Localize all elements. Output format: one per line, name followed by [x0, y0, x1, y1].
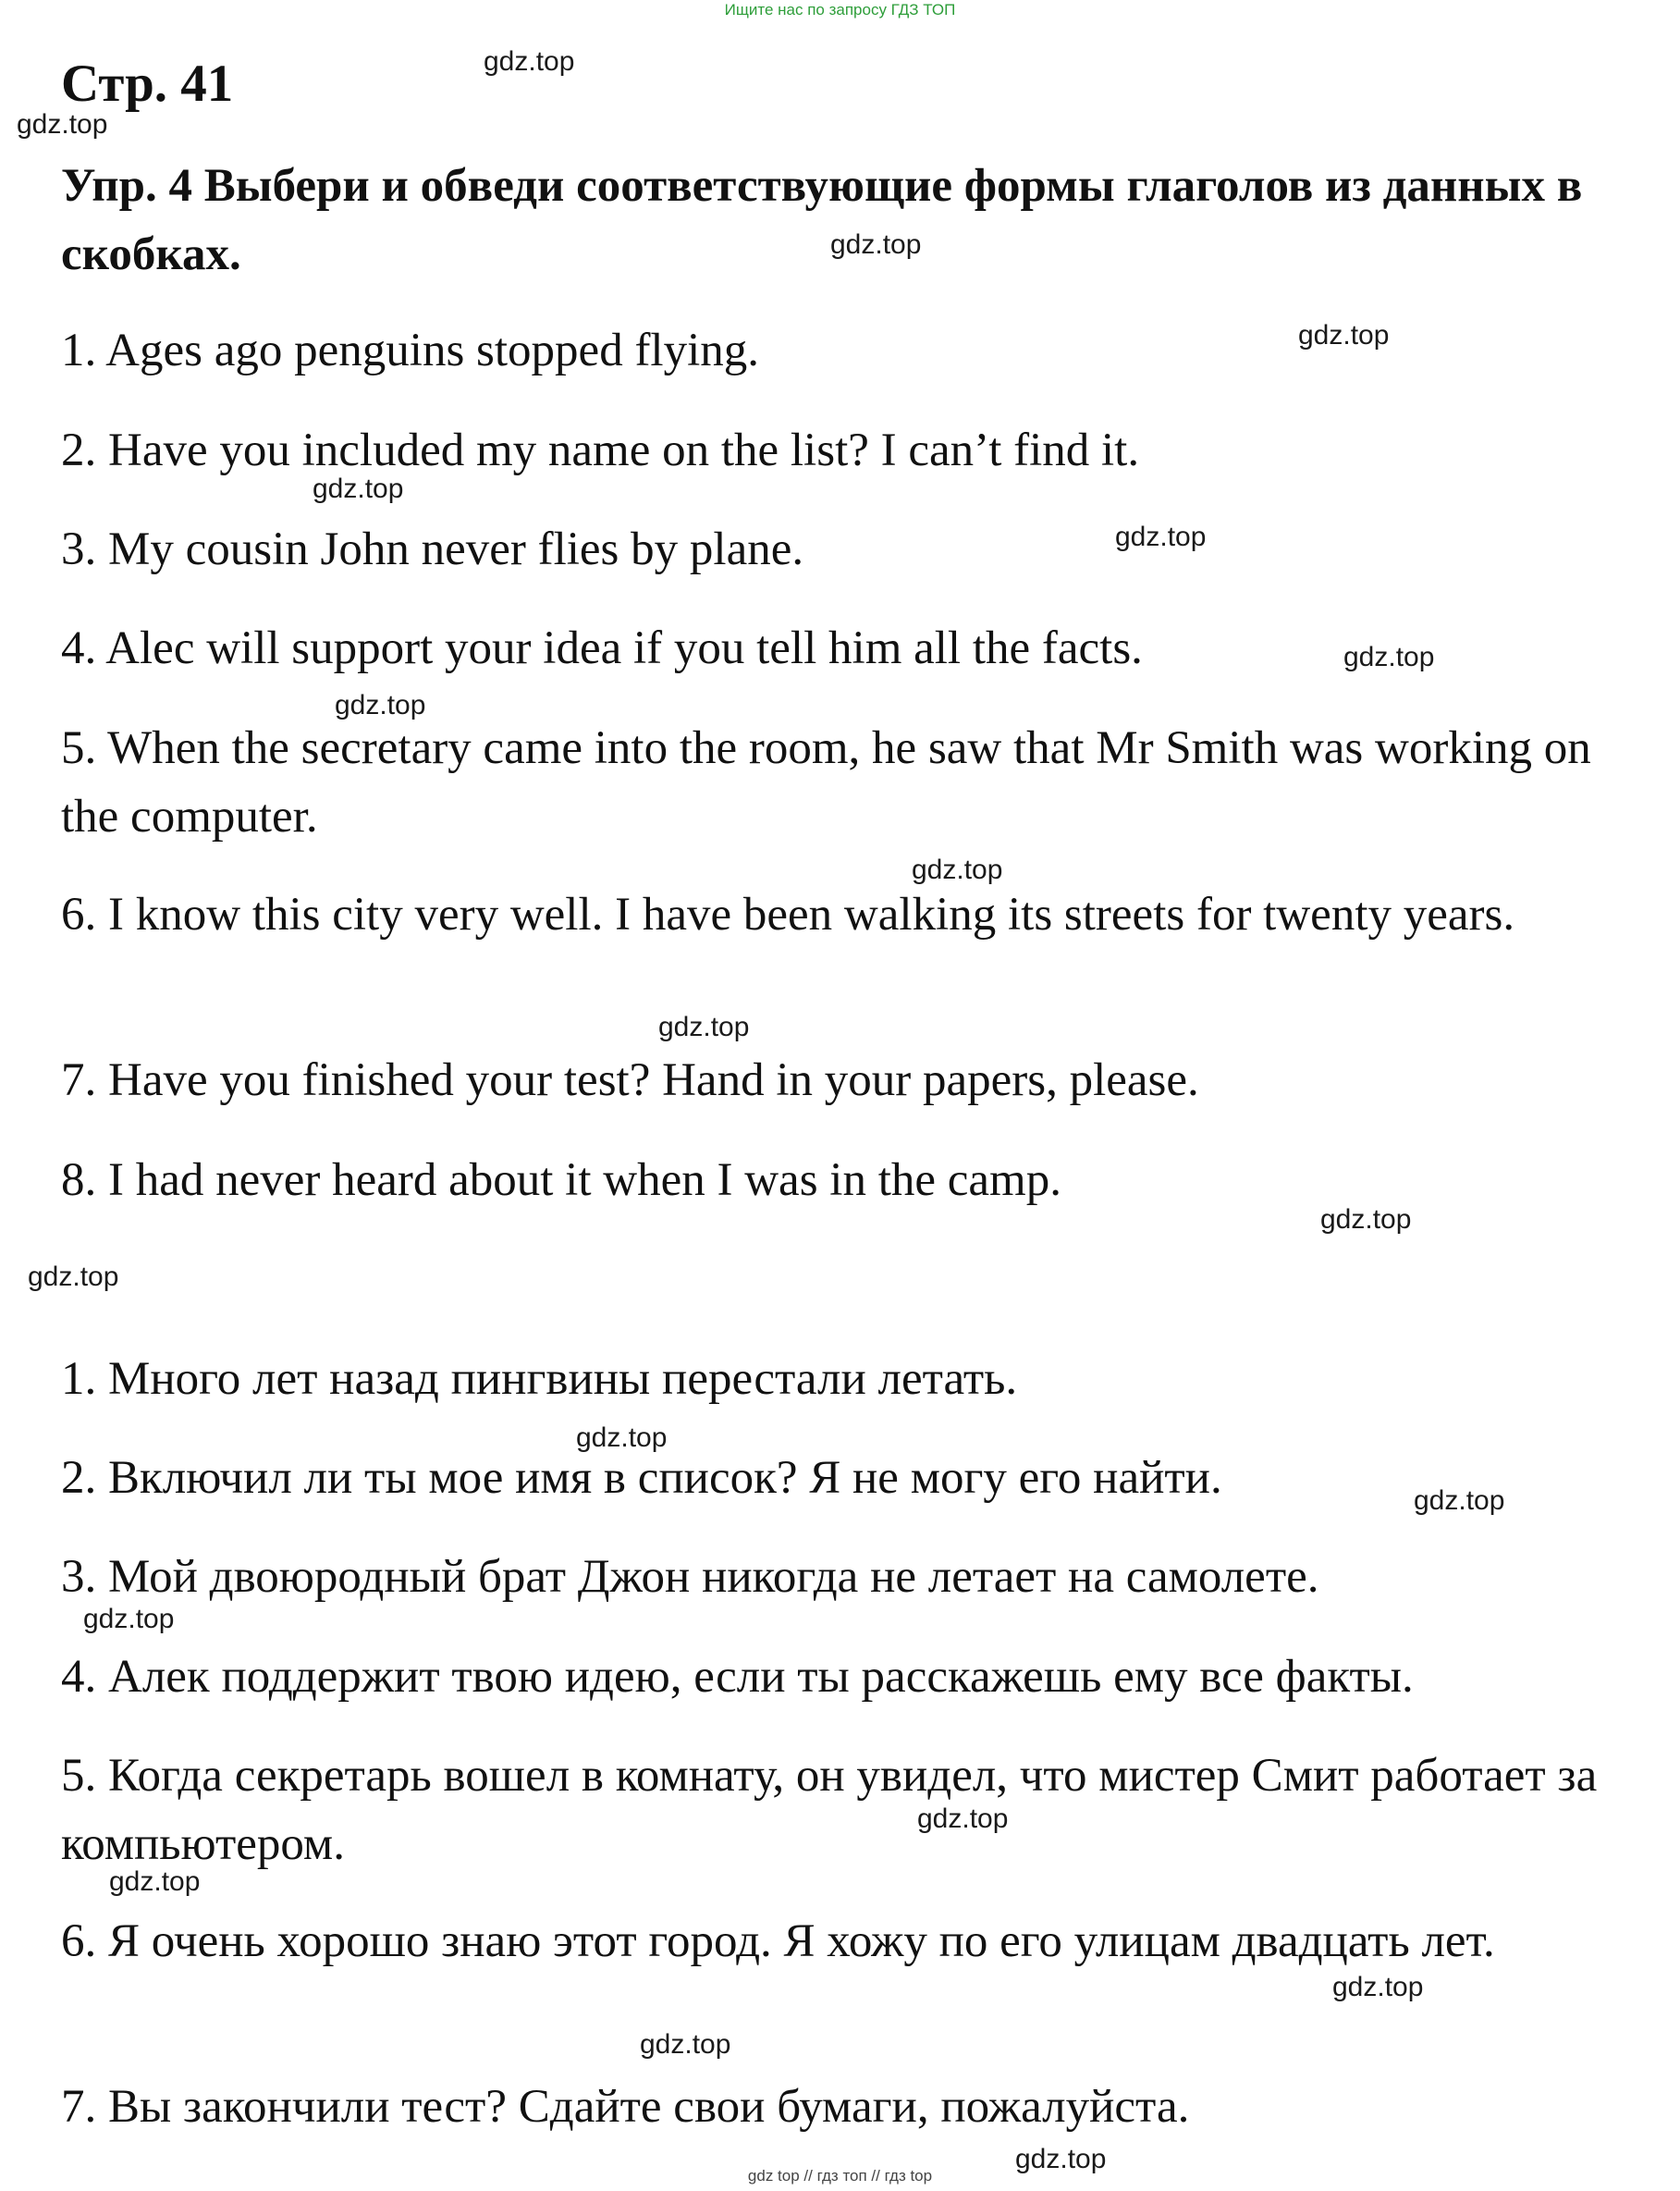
watermark: gdz.top: [17, 109, 108, 140]
watermark: gdz.top: [313, 474, 404, 504]
page-title: Стр. 41: [61, 55, 234, 113]
english-sentence-1: 1. Ages ago penguins stopped flying.: [61, 325, 760, 376]
top-banner[interactable]: Ищите нас по запросу ГДЗ ТОП: [724, 1, 956, 18]
watermark: gdz.top: [28, 1262, 119, 1292]
watermark: gdz.top: [109, 1866, 201, 1897]
task-title: Упр. 4 Выбери и обведи соответствующие формы глаголов из данных в скобках.: [61, 160, 1583, 280]
english-sentence-4: 4. Alec will support your idea if you tell him all the facts.: [61, 622, 1143, 674]
russian-sentence-6: 6. Я очень хорошо знаю этот город. Я хожу по его улицам двадцать лет.: [61, 1915, 1495, 1967]
watermark: gdz.top: [658, 1012, 750, 1042]
watermark: gdz.top: [1343, 642, 1435, 672]
watermark: gdz.top: [1414, 1485, 1505, 1516]
watermark: gdz.top: [335, 690, 426, 720]
russian-sentence-3: 3. Мой двоюродный брат Джон никогда не летает на самолете.: [61, 1551, 1319, 1603]
russian-sentence-4: 4. Алек поддержит твою идею, если ты расскажешь ему все факты.: [61, 1651, 1414, 1703]
watermark: gdz.top: [1332, 1972, 1424, 2002]
english-sentence-2: 2. Have you included my name on the list? I can’t find it.: [61, 425, 1140, 476]
watermark: gdz.top: [576, 1422, 668, 1453]
watermark: gdz.top: [912, 855, 1003, 885]
watermark: gdz.top: [83, 1604, 175, 1634]
russian-sentence-7: 7. Вы закончили тест? Сдайте свои бумаги, пожалуйста.: [61, 2081, 1190, 2133]
russian-sentence-5: 5. Когда секретарь вошел в комнату, он увидел, что мистер Смит работает за компьютером.: [61, 1750, 1609, 1870]
english-sentence-3: 3. My cousin John never flies by plane.: [61, 523, 804, 575]
watermark: gdz.top: [1015, 2144, 1107, 2174]
russian-sentence-1: 1. Много лет назад пингвины перестали летать.: [61, 1353, 1018, 1405]
russian-sentence-2: 2. Включил ли ты мое имя в список? Я не могу его найти.: [61, 1452, 1222, 1504]
watermark: gdz.top: [484, 46, 575, 77]
watermark: gdz.top: [1298, 320, 1390, 351]
watermark: gdz.top: [640, 2029, 731, 2060]
english-sentence-8: 8. I had never heard about it when I was in the camp.: [61, 1154, 1061, 1206]
english-sentence-5: 5. When the secretary came into the room, he saw that Mr Smith was working on the computer.: [61, 722, 1603, 843]
english-sentence-7: 7. Have you finished your test? Hand in your papers, please.: [61, 1054, 1199, 1106]
watermark: gdz.top: [1320, 1204, 1412, 1235]
watermark: gdz.top: [917, 1803, 1009, 1834]
english-sentence-6: 6. I know this city very well. I have been walking its streets for twenty years.: [61, 889, 1515, 941]
watermark: gdz.top: [830, 229, 922, 260]
watermark: gdz.top: [1115, 522, 1207, 552]
footer-links[interactable]: gdz top // гдз топ // гдз top: [747, 2167, 933, 2185]
